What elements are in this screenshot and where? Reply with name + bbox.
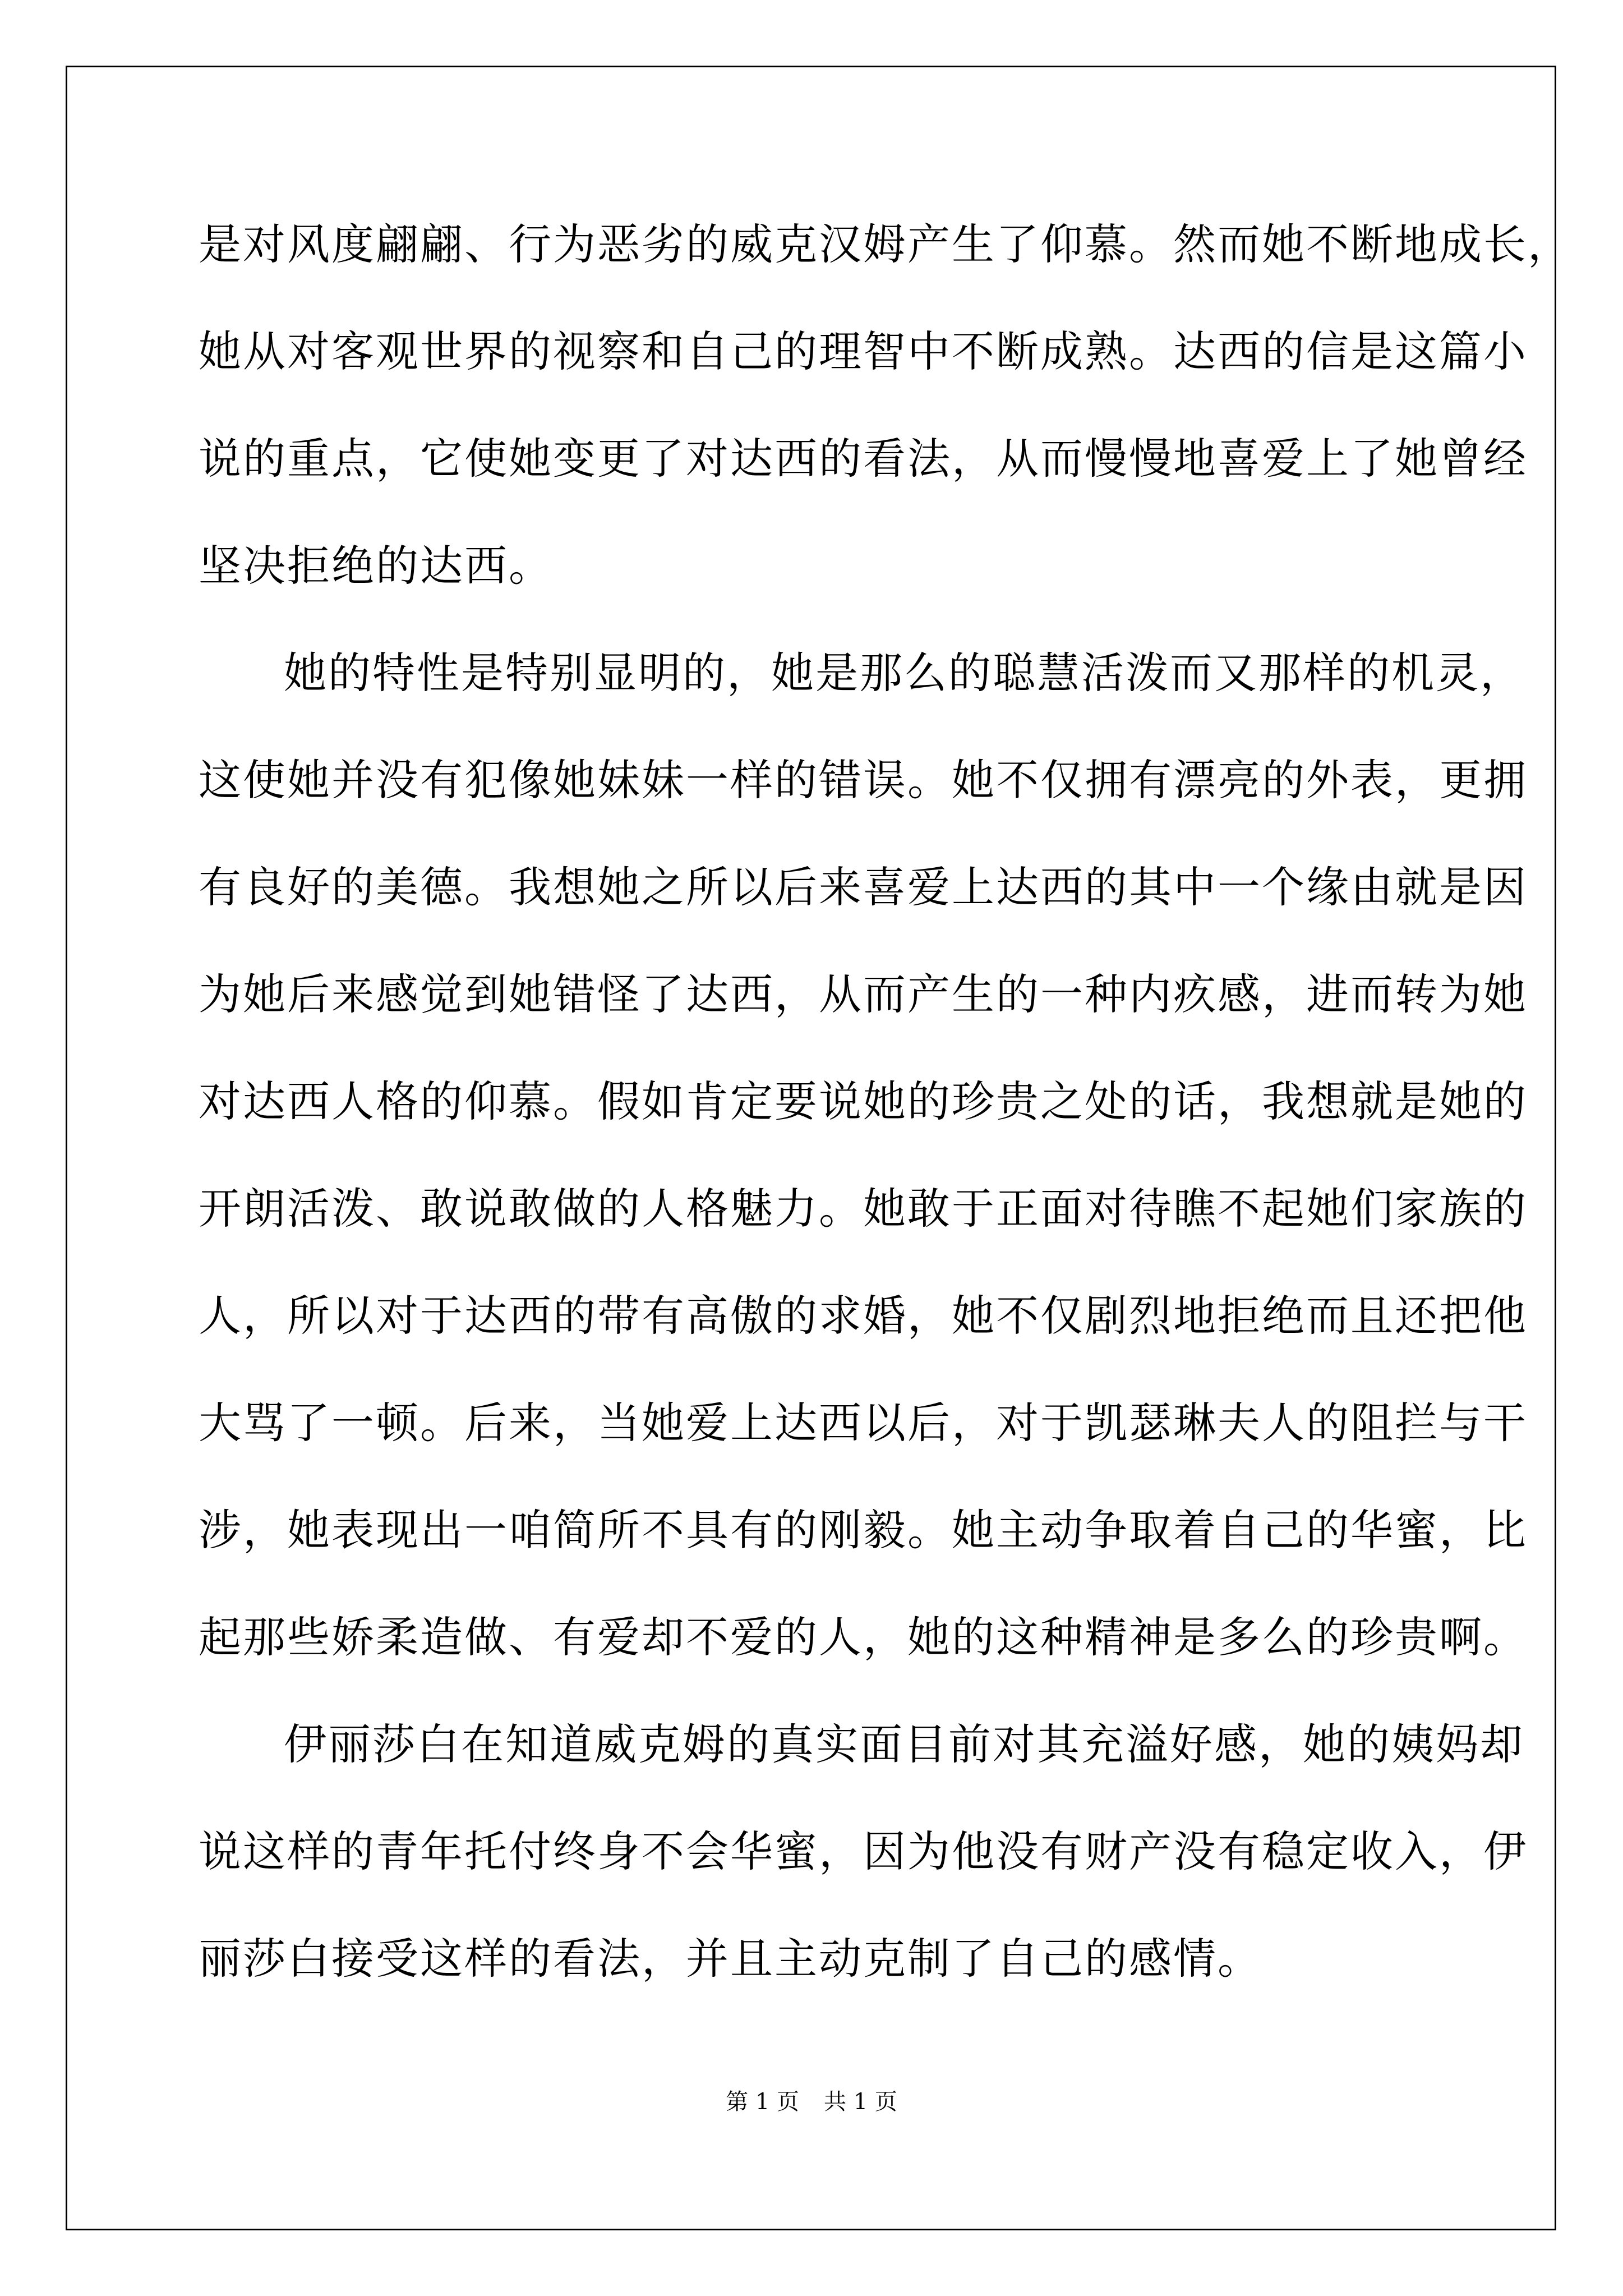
text-line: 人，所以对于达西的带有高傲的求婚，她不仅剧烈地拒绝而且还把他 xyxy=(199,1291,1528,1341)
text-line: 对达西人格的仰慕。假如肯定要说她的珍贵之处的话，我想就是她的 xyxy=(199,1076,1528,1126)
text-line: 这使她并没有犯像她妹妹一样的错误。她不仅拥有漂亮的外表，更拥 xyxy=(199,755,1528,805)
text-line: 有良好的美德。我想她之所以后来喜爱上达西的其中一个缘由就是因 xyxy=(199,862,1528,912)
text-line: 涉，她表现出一咱简所不具有的刚毅。她主动争取着自己的华蜜，比 xyxy=(199,1505,1528,1555)
page-footer xyxy=(0,2084,1623,2116)
text-line: 她的特性是特别显明的，她是那么的聪慧活泼而又那样的机灵， xyxy=(284,648,1524,698)
document-body xyxy=(199,191,1572,2012)
text-line: 起那些娇柔造做、有爱却不爱的人，她的这种精神是多么的珍贵啊。 xyxy=(199,1612,1528,1662)
text-line: 她从对客观世界的视察和自己的理智中不断成熟。达西的信是这篇小 xyxy=(199,326,1528,376)
page-total: 共 1 页 xyxy=(824,2089,897,2115)
text-line: 是对风度翩翩、行为恶劣的威克汉姆产生了仰慕。然而她不断地成长， xyxy=(199,219,1572,269)
page-number: 第 1 页 xyxy=(726,2089,799,2115)
text-line: 丽莎白接受这样的看法，并且主动克制了自己的感情。 xyxy=(199,1934,1262,1984)
paragraph-2 xyxy=(199,619,1528,1691)
text-line: 为她后来感觉到她错怪了达西，从而产生的一种内疚感，进而转为她 xyxy=(199,969,1528,1019)
text-line: 开朗活泼、敢说敢做的人格魅力。她敢于正面对待瞧不起她们家族的 xyxy=(199,1184,1528,1234)
text-line: 伊丽莎白在知道威克姆的真实面目前对其充溢好感，她的姨妈却 xyxy=(284,1719,1524,1769)
text-line: 坚决拒绝的达西。 xyxy=(199,541,553,591)
text-line: 说的重点，它使她变更了对达西的看法，从而慢慢地喜爱上了她曾经 xyxy=(199,434,1528,484)
paragraph-3 xyxy=(199,1691,1528,2012)
text-line: 大骂了一顿。后来，当她爱上达西以后，对于凯瑟琳夫人的阻拦与干 xyxy=(199,1398,1528,1448)
paragraph-1 xyxy=(199,191,1572,619)
text-line: 说这样的青年托付终身不会华蜜，因为他没有财产没有稳定收入，伊 xyxy=(199,1826,1528,1876)
